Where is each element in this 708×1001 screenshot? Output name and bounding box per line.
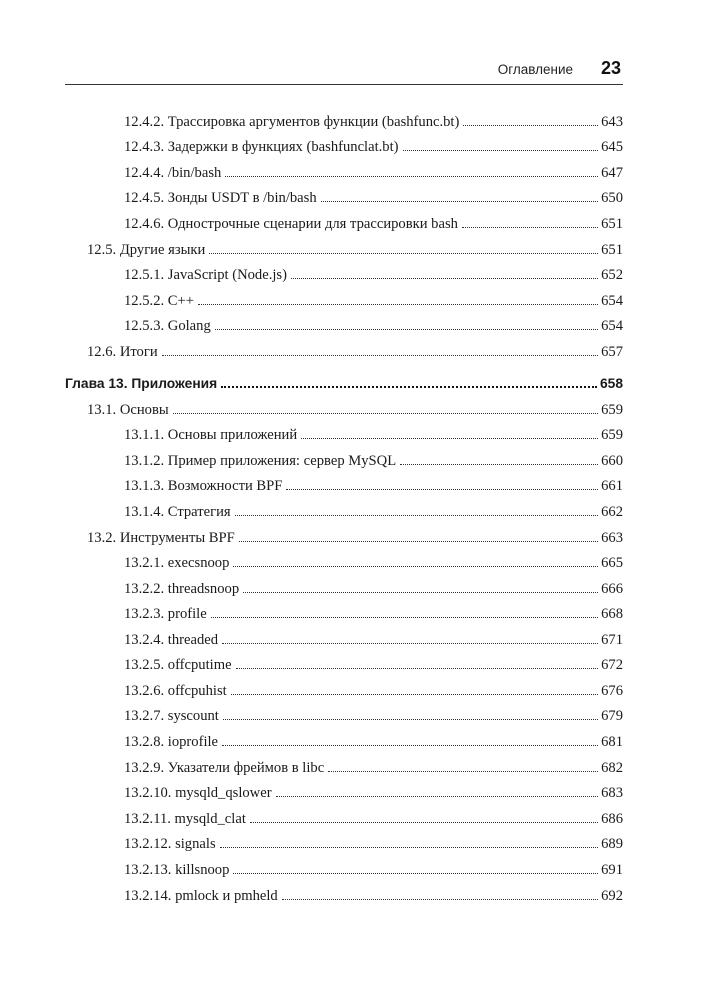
dot-leader: [173, 413, 598, 414]
toc-entry-page: 671: [601, 632, 623, 648]
toc-entry-title: 12.5.2. C++: [124, 293, 194, 309]
toc-entry-page: 689: [601, 836, 623, 852]
toc-entry-page: 692: [601, 888, 623, 904]
toc-entry-page: 666: [601, 581, 623, 597]
toc-subsection-entry: [124, 291, 623, 311]
toc-entry-title: 13.2.12. signals: [124, 836, 216, 852]
dot-leader: [211, 617, 598, 618]
dot-leader: [463, 125, 598, 126]
toc-entry-page: 668: [601, 606, 623, 622]
dot-leader: [250, 822, 598, 823]
toc-subsection-entry: [124, 579, 623, 599]
toc-entry-title: 13.2.7. syscount: [124, 708, 219, 724]
toc-entry-title: 12.5.1. JavaScript (Node.js): [124, 267, 287, 283]
toc-subsection-entry: [124, 732, 623, 752]
toc-entry-page: 659: [601, 402, 623, 418]
toc-entry-page: 650: [601, 190, 623, 206]
toc-entry-title: 13.2.6. offcpuhist: [124, 683, 227, 699]
toc-entry-title: Глава 13. Приложения: [65, 376, 218, 391]
toc-entry-title: 13.2.4. threaded: [124, 632, 219, 648]
dot-leader: [162, 355, 598, 356]
toc-entry-title: 13.2.14. pmlock и pmheld: [124, 888, 278, 904]
toc-entry-page: 661: [601, 478, 623, 494]
toc-subsection-entry: [124, 886, 623, 906]
dot-leader: [328, 771, 598, 772]
dot-leader: [225, 176, 598, 177]
toc-entry-title: 13.1.4. Стратегия: [124, 504, 231, 520]
toc-subsection-entry: [124, 809, 623, 829]
dot-leader: [222, 643, 598, 644]
dot-leader: [233, 873, 598, 874]
dot-leader: [321, 201, 598, 202]
toc-subsection-entry: [124, 630, 623, 650]
dot-leader: [215, 329, 598, 330]
dot-leader: [403, 150, 599, 151]
toc-entry-page: 683: [601, 785, 623, 801]
dot-leader: [243, 592, 598, 593]
toc-subsection-entry: [124, 655, 623, 675]
dot-leader: [239, 541, 598, 542]
toc-entry-page: 679: [601, 708, 623, 724]
dot-leader: [301, 438, 598, 439]
toc-entry-page: 662: [601, 504, 623, 520]
toc-entry-page: 658: [599, 376, 623, 391]
toc-entry-title: 12.5.3. Golang: [124, 318, 211, 334]
dot-leader: [276, 796, 599, 797]
toc-entry-title: 13.1.3. Возможности BPF: [124, 478, 283, 494]
toc-entry-page: 663: [601, 530, 623, 546]
toc-entry-title: 13.2.2. threadsnoop: [124, 581, 240, 597]
toc-entry-title: 12.4.5. Зонды USDT в /bin/bash: [124, 190, 317, 206]
toc-entry-page: 681: [601, 734, 623, 750]
toc-subsection-entry: [124, 476, 623, 496]
toc-entry-title: 12.6. Итоги: [87, 344, 158, 360]
dot-leader: [236, 668, 599, 669]
toc-entry-title: 12.4.2. Трассировка аргументов функции (bashfunc.bt): [124, 114, 460, 130]
toc-subsection-entry: [124, 553, 623, 573]
running-header-title: Оглавление: [497, 62, 573, 77]
toc-entry-page: 645: [601, 139, 623, 155]
toc-entry-title: 13.2.11. mysqld_clat: [124, 811, 246, 827]
toc-entry-title: 12.4.3. Задержки в функциях (bashfunclat.bt): [124, 139, 399, 155]
dot-leader: [400, 464, 598, 465]
toc-entry-title: 12.4.4. /bin/bash: [124, 165, 222, 181]
toc-entry-title: 13.2.8. ioprofile: [124, 734, 219, 750]
toc-subsection-entry: [124, 451, 623, 471]
toc-subsection-entry: [124, 860, 623, 880]
toc-subsection-entry: [124, 188, 623, 208]
toc-subsection-entry: [124, 316, 623, 336]
toc-entry-page: 686: [601, 811, 623, 827]
toc-subsection-entry: [124, 834, 623, 854]
toc-entry-title: 13.2.13. killsnoop: [124, 862, 230, 878]
toc-entry-title: 12.5. Другие языки: [87, 242, 206, 258]
toc-entry-title: 13.1.1. Основы приложений: [124, 427, 298, 443]
toc-entry-page: 652: [601, 267, 623, 283]
dot-leader: [235, 515, 598, 516]
toc-entry-page: 654: [601, 318, 623, 334]
toc-section-entry: [87, 400, 623, 420]
toc-subsection-entry: [124, 706, 623, 726]
toc-entry-page: 659: [601, 427, 623, 443]
toc-subsection-entry: [124, 681, 623, 701]
toc-entry-title: 13.1.2. Пример приложения: сервер MySQL: [124, 453, 397, 469]
dot-leader: [198, 304, 598, 305]
toc-entry-title: 13.2.3. profile: [124, 606, 207, 622]
dot-leader: [209, 253, 598, 254]
dot-leader: [222, 745, 598, 746]
dot-leader: [282, 899, 598, 900]
dot-leader: [220, 847, 598, 848]
toc-entry-page: 651: [601, 242, 623, 258]
toc-entry-title: 13.2.10. mysqld_qslower: [124, 785, 272, 801]
toc-subsection-entry: [124, 112, 623, 132]
toc-section-entry: [87, 528, 623, 548]
toc-entry-title: 13.2. Инструменты BPF: [87, 530, 235, 546]
dot-leader: [286, 489, 598, 490]
toc-entry-page: 676: [601, 683, 623, 699]
toc-entry-title: 13.2.1. execsnoop: [124, 555, 230, 571]
toc-entry-page: 660: [601, 453, 623, 469]
page-number: 23: [600, 58, 621, 78]
toc-subsection-entry: [124, 425, 623, 445]
header-rule: [65, 84, 623, 85]
dot-leader: [291, 278, 598, 279]
dot-leader: [221, 386, 597, 388]
toc-entry-page: 672: [601, 657, 623, 673]
toc-entry-title: 13.2.9. Указатели фреймов в libc: [124, 760, 325, 776]
running-header: [65, 58, 623, 82]
toc-subsection-entry: [124, 265, 623, 285]
toc-entry-page: 643: [601, 114, 623, 130]
toc-entry-page: 657: [601, 344, 623, 360]
toc-entry-page: 682: [601, 760, 623, 776]
toc-subsection-entry: [124, 604, 623, 624]
toc-subsection-entry: [124, 783, 623, 803]
toc-section-entry: [87, 342, 623, 362]
toc-entry-title: 12.4.6. Однострочные сценарии для трассировки bash: [124, 216, 458, 232]
toc-entry-page: 665: [601, 555, 623, 571]
toc-chapter-entry: [65, 374, 623, 394]
toc-section-entry: [87, 240, 623, 260]
toc-entry-page: 691: [601, 862, 623, 878]
dot-leader: [233, 566, 598, 567]
toc-subsection-entry: [124, 137, 623, 157]
dot-leader: [231, 694, 598, 695]
toc-entry-title: 13.1. Основы: [87, 402, 169, 418]
toc-entry-page: 651: [601, 216, 623, 232]
toc-subsection-entry: [124, 502, 623, 522]
toc-entry-title: 13.2.5. offcputime: [124, 657, 232, 673]
toc-subsection-entry: [124, 163, 623, 183]
dot-leader: [223, 719, 598, 720]
toc-subsection-entry: [124, 758, 623, 778]
toc-subsection-entry: [124, 214, 623, 234]
dot-leader: [462, 227, 598, 228]
toc-entry-page: 647: [601, 165, 623, 181]
toc-entry-page: 654: [601, 293, 623, 309]
